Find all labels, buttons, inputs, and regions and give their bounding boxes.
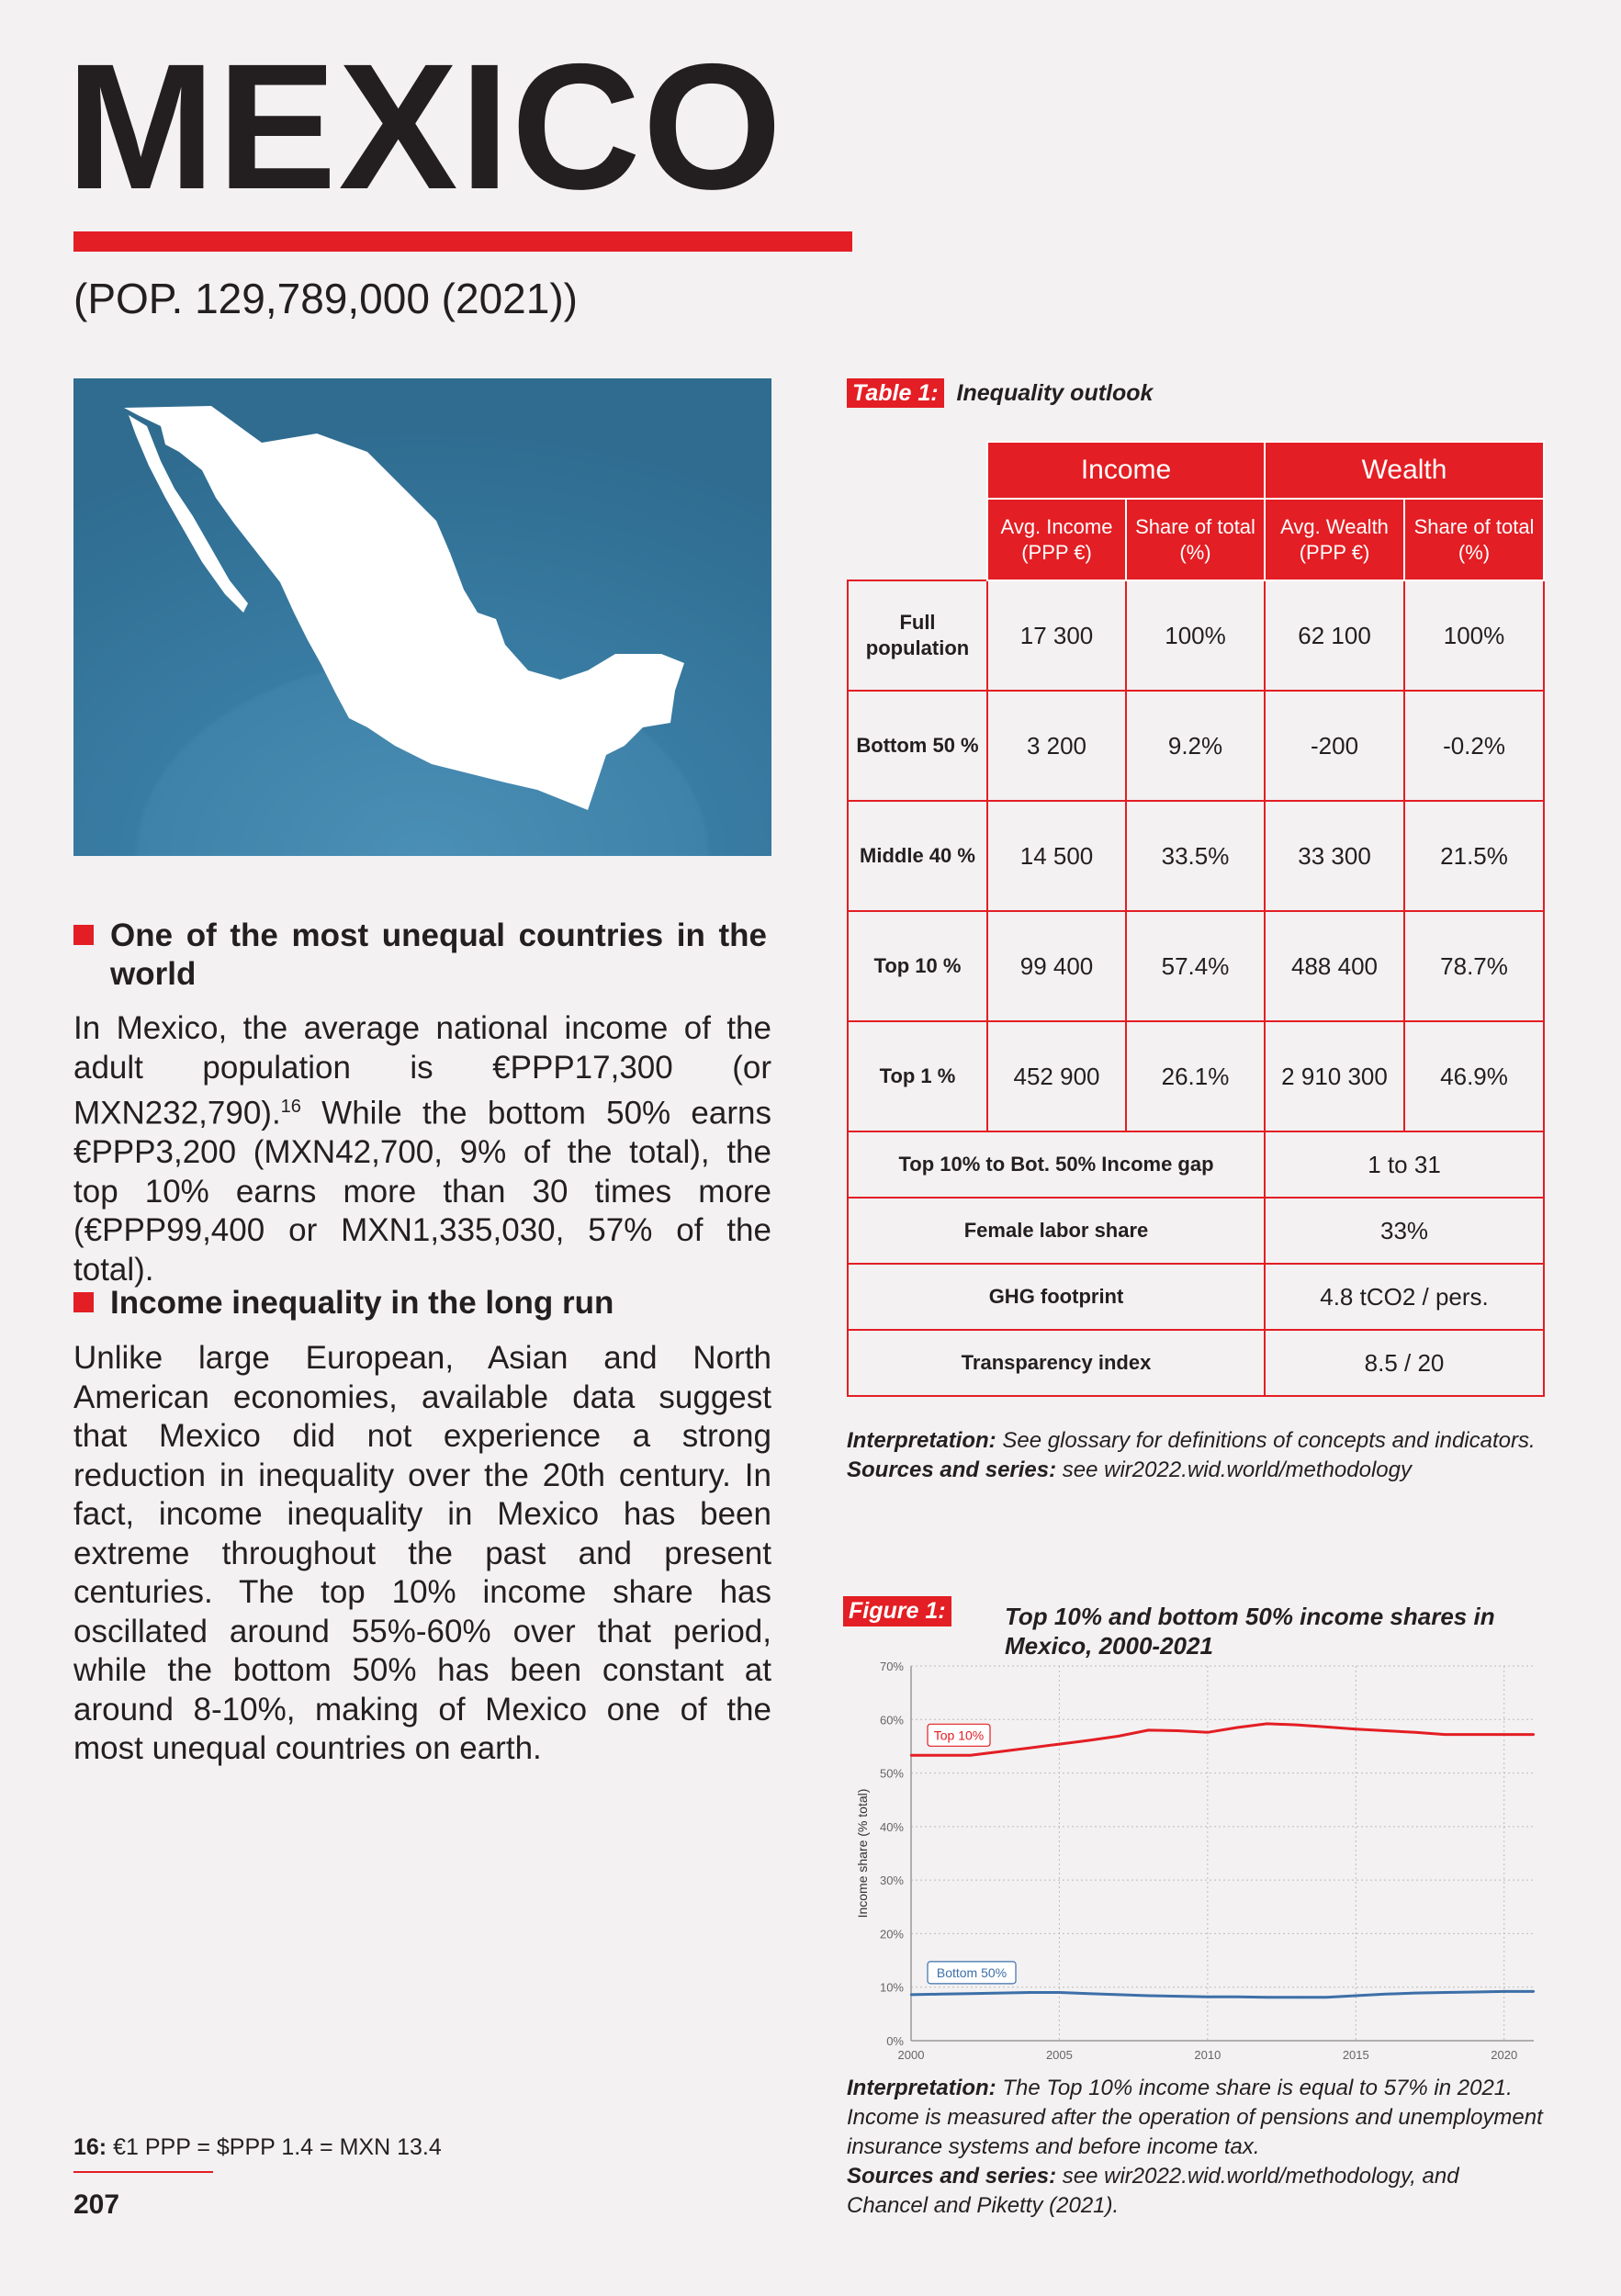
data-point xyxy=(1029,1747,1030,1749)
y-tick-label: 50% xyxy=(879,1766,904,1781)
data-point xyxy=(1147,1729,1149,1731)
table-cell: 46.9% xyxy=(1404,1021,1544,1131)
table-cell: 3 200 xyxy=(987,691,1126,801)
table-cell: 452 900 xyxy=(987,1021,1126,1131)
data-point xyxy=(999,1750,1001,1752)
footnote: 16: €1 PPP = $PPP 1.4 = MXN 13.4 xyxy=(73,2134,442,2160)
indicator-row xyxy=(848,1330,1544,1396)
indicator-value: 4.8 tCO2 / pers. xyxy=(1265,1264,1544,1330)
indicator-label: Transparency index xyxy=(848,1330,1265,1396)
title-underline xyxy=(73,231,852,252)
data-point xyxy=(1088,1993,1090,1995)
data-point xyxy=(1444,1991,1446,1993)
data-point xyxy=(1444,1733,1446,1735)
table-cell: 62 100 xyxy=(1265,580,1404,691)
indicator-value: 8.5 / 20 xyxy=(1265,1330,1544,1396)
y-tick-label: 40% xyxy=(879,1819,904,1834)
table-row xyxy=(848,580,1544,691)
y-tick-label: 10% xyxy=(879,1980,904,1995)
data-point xyxy=(1296,1997,1298,1998)
inequality-table xyxy=(847,441,1545,1397)
data-point xyxy=(1176,1995,1178,1997)
table-caption xyxy=(847,380,1153,407)
table-cell: 26.1% xyxy=(1126,1021,1265,1131)
y-axis-label: Income share (% total) xyxy=(855,1788,870,1919)
table-tag: Table 1: xyxy=(847,378,944,408)
data-point xyxy=(999,1992,1001,1994)
x-tick-label: 2010 xyxy=(1194,2048,1221,2062)
series-label: Top 10% xyxy=(933,1728,985,1743)
row-label: Middle 40 % xyxy=(848,801,987,911)
y-tick-label: 70% xyxy=(879,1660,904,1673)
figure-title: Top 10% and bottom 50% income shares in Mexico, 2000-2021 xyxy=(1005,1603,1495,1660)
table-cell: 100% xyxy=(1126,580,1265,691)
data-point xyxy=(1118,1735,1120,1737)
data-point xyxy=(1207,1731,1209,1733)
table-cell: 17 300 xyxy=(987,580,1126,691)
table-notes: Interpretation: See glossary for definitions of concepts and indicators. Sources and series: see wir2022.wid.world/methodology xyxy=(847,1428,1536,1482)
data-point xyxy=(1266,1723,1267,1725)
indicator-row xyxy=(848,1131,1544,1198)
data-point xyxy=(1355,1995,1356,1997)
data-point xyxy=(1355,1728,1356,1730)
x-tick-label: 2020 xyxy=(1491,2048,1518,2062)
data-point xyxy=(1207,1996,1209,1998)
income-group-header: Income xyxy=(987,442,1265,499)
table-title: Inequality outlook xyxy=(956,380,1154,406)
data-point xyxy=(969,1754,971,1756)
figure-tag: Figure 1: xyxy=(843,1596,951,1626)
series-line-bottom50 xyxy=(911,1991,1534,1997)
col-header: Share of total (%) xyxy=(1404,499,1544,580)
data-point xyxy=(1325,1726,1327,1728)
data-point xyxy=(1029,1991,1030,1993)
col-header: Share of total (%) xyxy=(1126,499,1265,580)
table-cell: 9.2% xyxy=(1126,691,1265,801)
data-point xyxy=(1503,1990,1505,1992)
row-label: Top 10 % xyxy=(848,911,987,1021)
data-point xyxy=(1236,1996,1238,1998)
indicator-value: 1 to 31 xyxy=(1265,1131,1544,1198)
mexico-map xyxy=(73,378,771,856)
indicator-label: Female labor share xyxy=(848,1198,1265,1264)
table-cell: -200 xyxy=(1265,691,1404,801)
x-tick-label: 2015 xyxy=(1342,2048,1369,2062)
data-point xyxy=(1296,1724,1298,1726)
data-point xyxy=(1176,1729,1178,1731)
page-number: 207 xyxy=(73,2189,120,2220)
y-tick-label: 30% xyxy=(879,1874,904,1888)
table-cell: 57.4% xyxy=(1126,911,1265,1021)
row-label: Full population xyxy=(848,580,987,691)
x-tick-label: 2000 xyxy=(897,2048,925,2062)
data-point xyxy=(1058,1991,1060,1993)
data-point xyxy=(1473,1733,1475,1735)
table-cell: 488 400 xyxy=(1265,911,1404,1021)
data-point xyxy=(1473,1991,1475,1993)
data-point xyxy=(1236,1727,1238,1728)
data-point xyxy=(1414,1992,1416,1994)
indicator-row xyxy=(848,1264,1544,1330)
data-point xyxy=(1118,1994,1120,1996)
col-header: Avg. Income (PPP €) xyxy=(987,499,1126,580)
row-label: Bottom 50 % xyxy=(848,691,987,801)
y-tick-label: 0% xyxy=(886,2034,904,2048)
footnote-rule xyxy=(73,2171,213,2173)
data-point xyxy=(969,1993,971,1995)
table-row xyxy=(848,911,1544,1021)
y-tick-label: 20% xyxy=(879,1927,904,1941)
data-point xyxy=(1533,1733,1535,1735)
bullet-square-icon xyxy=(73,925,94,945)
data-point xyxy=(1266,1997,1267,1998)
footnote-ref[interactable]: 16 xyxy=(280,1097,301,1117)
indicator-label: Top 10% to Bot. 50% Income gap xyxy=(848,1131,1265,1198)
indicator-label: GHG footprint xyxy=(848,1264,1265,1330)
table-cell: -0.2% xyxy=(1404,691,1544,801)
y-tick-label: 60% xyxy=(879,1713,904,1728)
data-point xyxy=(940,1993,941,1995)
figure-notes: Interpretation: The Top 10% income share is equal to 57% in 2021. Income is measured after the operation of pensions and unemployment insurance systems and before income tax. Sources and series: see wir2022.wid.world/methodology, and Chancel and Piketty (2021). xyxy=(847,2076,1543,2218)
table-cell: 14 500 xyxy=(987,801,1126,911)
table-cell: 21.5% xyxy=(1404,801,1544,911)
table-row xyxy=(848,691,1544,801)
section-heading-unequal: One of the most unequal countries in the world xyxy=(73,917,771,994)
section-heading-long-run: Income inequality in the long run xyxy=(73,1284,771,1322)
table-row xyxy=(848,801,1544,911)
data-point xyxy=(1503,1733,1505,1735)
col-header: Avg. Wealth (PPP €) xyxy=(1265,499,1404,580)
indicator-row xyxy=(848,1198,1544,1264)
table-cell: 33 300 xyxy=(1265,801,1404,911)
page-title: MEXICO xyxy=(66,27,784,227)
table-row xyxy=(848,1021,1544,1131)
data-point xyxy=(1325,1997,1327,1998)
x-tick-label: 2005 xyxy=(1045,2048,1073,2062)
table-cell: 100% xyxy=(1404,580,1544,691)
series-label: Bottom 50% xyxy=(936,1964,1007,1980)
data-point xyxy=(1058,1743,1060,1745)
table-cell: 33.5% xyxy=(1126,801,1265,911)
section-body-long-run: Unlike large European, Asian and North American economies, available data suggest that Mexico did not experience a strong reduction in inequality over the 20th century. In fact, income inequality in Mexico has been extreme throughout the past and present centuries. The top 10% income share has oscillated around 55%-60% over that period, while the bottom 50% has been constant at around 8-10%, making of Mexico one of the most unequal countries on earth. xyxy=(73,1340,771,1766)
data-point xyxy=(1384,1729,1386,1731)
indicator-value: 33% xyxy=(1265,1198,1544,1264)
series-line-top10 xyxy=(911,1724,1534,1755)
data-point xyxy=(910,1754,912,1756)
section-body-unequal: In Mexico, the average national income of the adult population is €PPP17,300 (or MXN232,790).$^{16}$ While the bottom 50% earns €PPP3,200 (MXN42,700, 9% of the total), the top 10% earns more than 30 times more (€PPP99,400 or MXN1,335,030, 57% of the total). xyxy=(73,1010,771,1288)
data-point xyxy=(1414,1731,1416,1733)
table-cell: 78.7% xyxy=(1404,911,1544,1021)
data-point xyxy=(1147,1995,1149,1997)
population-subtitle: (POP. 129,789,000 (2021)) xyxy=(73,275,578,322)
wealth-group-header: Wealth xyxy=(1265,442,1544,499)
data-point xyxy=(1088,1739,1090,1741)
data-point xyxy=(1533,1990,1535,1992)
bullet-square-icon xyxy=(73,1292,94,1312)
data-point xyxy=(1384,1993,1386,1995)
table-cell: 99 400 xyxy=(987,911,1126,1021)
income-share-chart xyxy=(847,1653,1545,2076)
data-point xyxy=(940,1754,941,1756)
table-cell: 2 910 300 xyxy=(1265,1021,1404,1131)
data-point xyxy=(910,1994,912,1996)
row-label: Top 1 % xyxy=(848,1021,987,1131)
